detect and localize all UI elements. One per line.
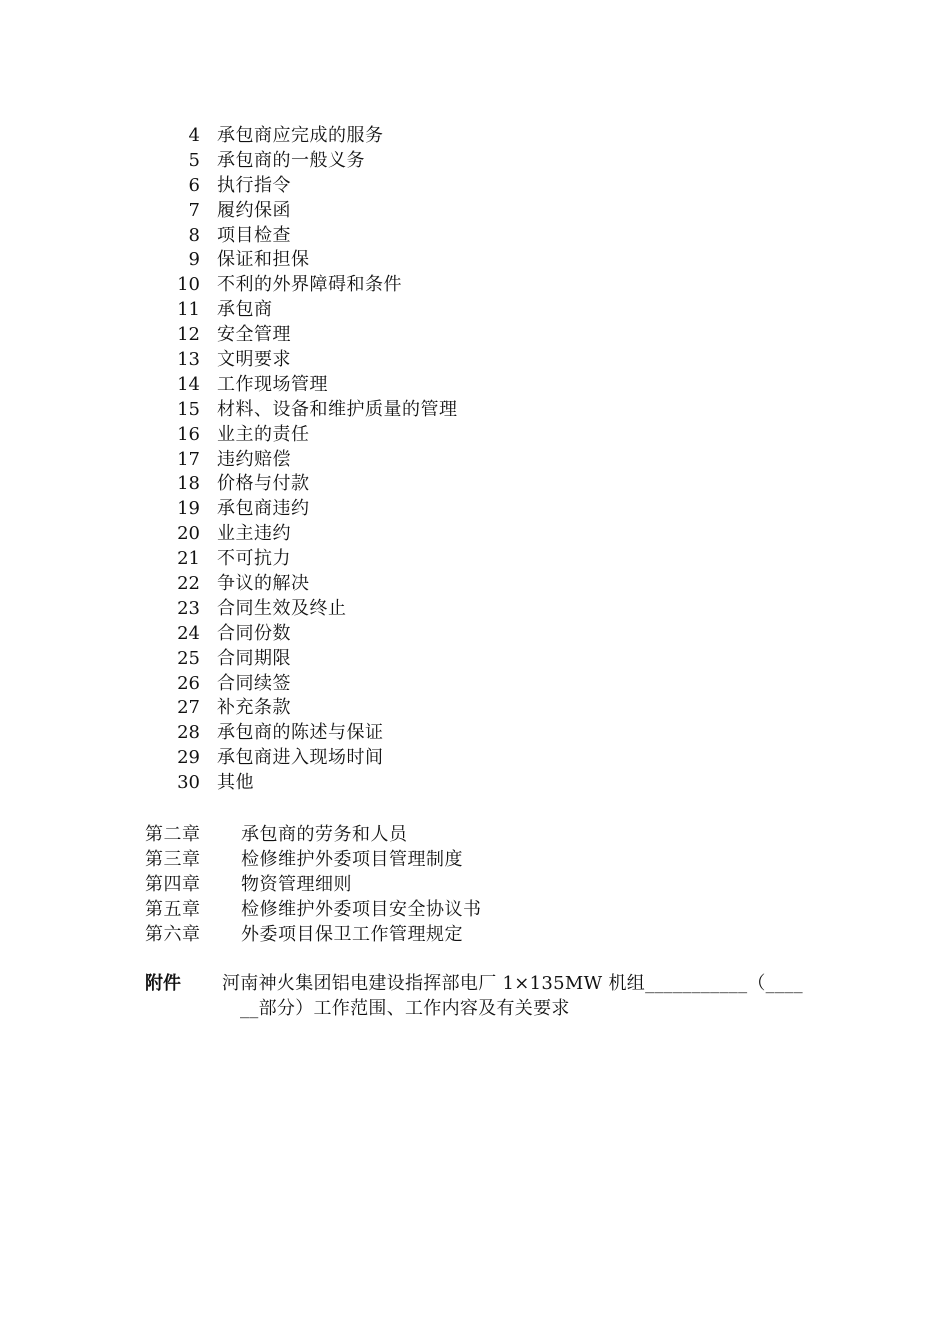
clause-number: 11: [177, 299, 200, 321]
chapter-title: 检修维护外委项目安全协议书: [241, 899, 482, 920]
clause-title: 文明要求: [217, 349, 291, 371]
chapter-item: [145, 897, 795, 922]
clause-item: [172, 572, 772, 597]
clause-item: [172, 174, 772, 199]
clause-item: [172, 672, 772, 697]
clause-item: [172, 323, 772, 348]
clause-item: [172, 199, 772, 224]
chapter-item: [145, 872, 795, 897]
clause-item: [172, 522, 772, 547]
chapter-label: 第二章: [145, 824, 201, 845]
clause-title: 业主的责任: [217, 423, 310, 445]
clause-item: [172, 746, 772, 771]
clause-title: 业主违约: [217, 523, 291, 545]
clause-number: 19: [177, 498, 200, 520]
chapter-label: 第四章: [145, 874, 201, 895]
clause-item: [172, 647, 772, 672]
appendix-label: 附件: [145, 973, 181, 994]
clause-title: 承包商应完成的服务: [217, 125, 384, 146]
chapter-title: 外委项目保卫工作管理规定: [241, 924, 463, 945]
appendix-section: [145, 971, 825, 1023]
clause-item: [172, 124, 772, 149]
clause-list: [172, 124, 772, 796]
clause-item: [172, 597, 772, 622]
clause-item: [172, 497, 772, 522]
chapter-title: 承包商的劳务和人员: [241, 824, 408, 845]
clause-number: 6: [188, 174, 200, 196]
appendix-text-line-2: __部分）工作范围、工作内容及有关要求: [240, 998, 570, 1019]
clause-title: 价格与付款: [217, 473, 310, 495]
clause-title: 履约保函: [217, 199, 291, 221]
clause-number: 14: [177, 373, 200, 395]
clause-title: 执行指令: [217, 174, 291, 196]
clause-title: 承包商: [217, 299, 273, 321]
clause-title: 补充条款: [217, 697, 291, 719]
chapter-item: [145, 822, 795, 847]
clause-item: [172, 298, 772, 323]
clause-number: 22: [177, 573, 200, 595]
clause-number: 30: [177, 772, 200, 794]
clause-number: 10: [177, 274, 200, 296]
clause-number: 25: [177, 647, 200, 669]
clause-number: 8: [188, 224, 200, 246]
clause-title: 其他: [217, 772, 254, 794]
clause-number: 24: [177, 622, 200, 644]
clause-item: [172, 771, 772, 796]
clause-number: 27: [177, 697, 200, 719]
clause-item: [172, 547, 772, 572]
clause-title: 承包商进入现场时间: [217, 747, 384, 769]
clause-title: 保证和担保: [217, 249, 310, 271]
clause-title: 合同份数: [217, 622, 291, 644]
clause-item: [172, 348, 772, 373]
chapter-list: [145, 822, 795, 947]
clause-number: 28: [177, 722, 200, 744]
clause-number: 17: [177, 448, 200, 470]
chapter-item: [145, 847, 795, 872]
clause-title: 项目检查: [217, 224, 291, 246]
appendix-text-line-1: 河南神火集团铝电建设指挥部电厂 1×135MW 机组___________（____: [222, 973, 803, 994]
clause-title: 违约赔偿: [217, 448, 291, 470]
clause-title: 合同期限: [217, 647, 291, 669]
clause-number: 5: [188, 149, 200, 171]
clause-item: [172, 398, 772, 423]
clause-item: [172, 448, 772, 473]
clause-number: 12: [177, 324, 200, 346]
clause-number: 26: [177, 672, 200, 694]
clause-number: 18: [177, 473, 200, 495]
clause-item: [172, 224, 772, 249]
clause-number: 13: [177, 349, 200, 371]
clause-title: 承包商的一般义务: [217, 149, 365, 171]
chapter-label: 第六章: [145, 924, 201, 945]
clause-item: [172, 149, 772, 174]
clause-title: 承包商违约: [217, 498, 310, 520]
clause-title: 不利的外界障碍和条件: [217, 274, 402, 296]
chapter-title: 检修维护外委项目管理制度: [241, 849, 463, 870]
chapter-label: 第三章: [145, 849, 201, 870]
clause-item: [172, 721, 772, 746]
clause-item: [172, 423, 772, 448]
clause-item: [172, 622, 772, 647]
clause-number: 21: [177, 548, 200, 570]
clause-title: 安全管理: [217, 324, 291, 346]
clause-title: 合同续签: [217, 672, 291, 694]
clause-number: 16: [177, 423, 200, 445]
clause-title: 争议的解决: [217, 573, 310, 595]
clause-item: [172, 248, 772, 273]
chapter-item: [145, 922, 795, 947]
clause-number: 29: [177, 747, 200, 769]
clause-title: 合同生效及终止: [217, 597, 347, 619]
clause-item: [172, 273, 772, 298]
clause-number: 23: [177, 597, 200, 619]
clause-title: 工作现场管理: [217, 373, 328, 395]
clause-title: 材料、设备和维护质量的管理: [217, 398, 458, 420]
clause-number: 9: [188, 249, 200, 271]
clause-item: [172, 373, 772, 398]
clause-title: 不可抗力: [217, 548, 291, 570]
clause-item: [172, 472, 772, 497]
chapter-title: 物资管理细则: [241, 874, 352, 895]
chapter-label: 第五章: [145, 899, 201, 920]
clause-item: [172, 696, 772, 721]
clause-title: 承包商的陈述与保证: [217, 722, 384, 744]
clause-number: 7: [188, 199, 200, 221]
clause-number: 15: [177, 398, 200, 420]
clause-number: 4: [188, 125, 200, 146]
clause-number: 20: [177, 523, 200, 545]
